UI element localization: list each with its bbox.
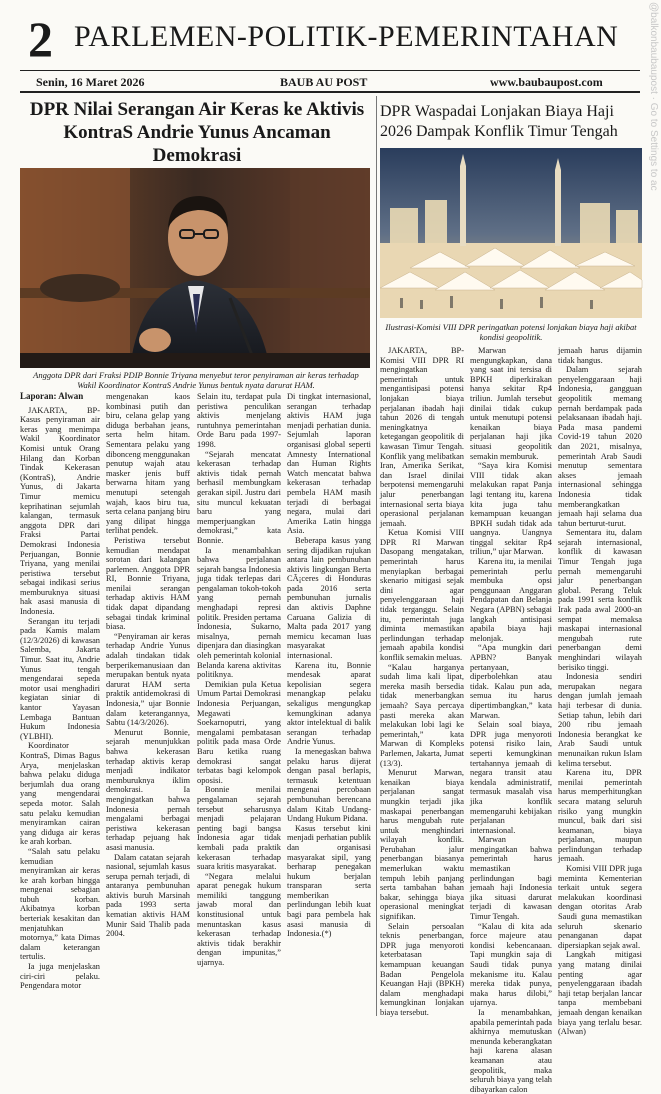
page-number: 2 <box>28 11 53 67</box>
right-article-column-3 <box>558 346 642 1037</box>
right-article-column-2 <box>470 346 552 1094</box>
paragraph: Indonesia sendiri merupakan negara dengan jumlah jemaah haji terbesar di dunia. Setiap tahun, lebih dari 200 ribu jemaah Indonesia berangkat ke Arab Saudi untuk menunaikan rukun Islam kelima tersebut. <box>558 672 642 768</box>
paragraph: “Sejarah mencatat kekerasan terhadap aktivis tidak pernah berhasil membungkam gerakan sipil. Justru dari situ muncul kekuatan baru yang memperjuangkan demokrasi,” kata Bonnie. <box>197 449 281 545</box>
left-photo-caption: Anggota DPR dari Fraksi PDIP Bonnie Triyana menyebut teror penyiraman air keras terhadap Wakil Koordinator KontraS Andrie Yunus bentuk nyata darurat HAM. <box>33 370 359 390</box>
paragraph: Selain soal biaya, DPR juga menyoroti potensi risiko lain, seperti kemungkinan tertahannya jemaah di negara transit atau kendala administratif, termasuk masalah visa jika konflik memengaruhi kebijakan perjalanan internasional. <box>470 720 552 835</box>
paragraph: Koordinator KontraS, Dimas Bagus Arya, menjelaskan bahwa pelaku diduga berjumlah dua orang yang mengendarai sepeda motor. Salah satu pelaku kemudian menyiramkan cairan yang diduga air keras ke arah korban. <box>20 741 100 847</box>
header-rule-bottom <box>20 91 640 93</box>
paragraph: Dalam sejarah penyelenggaraan haji Indonesia, gangguan geopolitik memang pernah berdampak pada pelaksanaan ibadah haji. Pada masa pandemi Covid-19 tahun 2020 dan 2021, misalnya, pemerintah Arab Saudi menutup sementara akses jemaah internasional sehingga Indonesia tidak memberangkatkan jemaah haji selama dua tahun berturut-turut. <box>558 365 642 528</box>
paragraph: Marwan mengingatkan bahwa pemerintah harus memastikan perlindungan bagi jemaah haji Indonesia jika situasi darurat terjadi di kawasan Timur Tengah. <box>470 835 552 922</box>
section-title: PARLEMEN-POLITIK-PEMERINTAHAN <box>74 20 619 53</box>
paragraph: Ia menambahkan bahwa perjalanan sejarah bangsa Indonesia juga tidak terlepas dari pengalaman tokoh-tokoh yang pernah menghadapi represi politik. Presiden pertama Indonesia, Sukarno, misalnya, pernah dipenjara dan diasingkan oleh pemerintah kolonial Belanda karena aktivitas politiknya. <box>197 545 281 680</box>
paragraph: Sementara itu, dalam sejarah internasional, konflik di kawasan Timur Tengah juga pernah memengaruhi jalur penerbangan global. Perang Teluk pada 1991 serta konflik Irak pada awal 2000-an sempat memaksa maskapai internasional mengubah rute penerbangan demi menghindari wilayah berisiko tinggi. <box>558 528 642 672</box>
paragraph: “Negara melalui aparat penegak hukum memiliki tanggung jawab moral dan konstitusional untuk menuntaskan kasus kekerasan terhadap aktivis tidak berakhir dengan impunitas,” ujarnya. <box>197 871 281 968</box>
paragraph: Karena itu, Bonnie mendesak aparat kepolisian segera menangkap pelaku sekaligus mengungkap kemungkinan adanya aktor intelektual di balik serangan terhadap Andrie Yunus. <box>287 660 371 747</box>
paragraph: Ketua Komisi VIII DPR RI Marwan Dasopang mengatakan, pemerintah harus menyiapkan berbagai skenario mitigasi sejak dini agar penyelenggaraan haji tidak terganggu. Selain itu, pemerintah juga diminta memastikan perlindungan terhadap jemaah apabila kondisi konflik semakin meluas. <box>380 528 464 662</box>
left-article-column-4 <box>287 392 371 1012</box>
header-rule-top <box>20 70 640 71</box>
paragraph: Di tingkat internasional, serangan terhadap aktivis HAM juga menjadi perhatian dunia. Sejumlah laporan organisasi global seperti Amnesty International dan Human Rights Watch mencatat bahwa kekerasan terhadap pembela HAM masih terjadi di berbagai negara, mulai dari Amerika Latin hingga Asia. <box>287 392 371 536</box>
paragraph: JAKARTA, BP-Komisi VIII DPR RI mengingatkan pemerintah untuk mengantisipasi potensi lonjakan biaya perjalanan ibadah haji tahun 2026 di tengah meningkatnya ketegangan geopolitik di kawasan Timur Tengah. Konflik yang melibatkan Iran, Amerika Serikat, dan Israel dinilai berpotensi memengaruhi jalur penerbangan internasional serta biaya operasional perjalanan jemaah. <box>380 346 464 528</box>
paragraph: Beberapa kasus yang sering dijadikan rujukan antara lain pembunuhan aktivis lingkungan Berta CÃ¡ceres di Honduras pada 2016 serta pembunuhan jurnalis dan aktivis Daphne Caruana Galizia di Malta pada 2017 yang memicu kecaman luas masyarakat internasional. <box>287 535 371 661</box>
paragraph: Menurut Marwan, kenaikan biaya perjalanan sangat mungkin terjadi jika maskapai penerbangan harus mengubah rute untuk menghindari wilayah konflik. Perubahan jalur penerbangan biasanya memerlukan waktu tempuh lebih panjang serta tambahan bahan bakar, sehingga biaya operasional meningkat signifikan. <box>380 768 464 922</box>
paragraph: Marwan mengungkapkan, dana yang saat ini tersisa di BPKH diperkirakan hanya sekitar Rp4 triliun. Jumlah tersebut dinilai tidak cukup untuk menutupi potensi kenaikan biaya perjalanan haji jika situasi geopolitik semakin memburuk. <box>470 346 552 461</box>
left-article-headline: DPR Nilai Serangan Air Keras ke Aktivis KontraS Andrie Yunus Ancaman Demokrasi <box>29 99 365 166</box>
paragraph: Karena itu, DPR menilai pemerintah harus memperhitungkan secara matang seluruh risiko yang mungkin muncul, baik dari sisi keamanan, biaya perjalanan, maupun perlindungan terhadap jemaah. <box>558 768 642 864</box>
mecca-night-photo-illustration <box>380 148 642 318</box>
paragraph: Ia menambahkan, apabila pemerintah pada akhirnya memutuskan menunda keberangkatan haji karena alasan keamanan atau geopolitik, maka seluruh biaya yang telah dibayarkan calon <box>470 1007 552 1094</box>
paragraph: mengenakan kaos kombinasi putih dan biru, celana gelap yang diduga berbahan jeans, serta helm hitam. Sementara pelaku yang dibonceng menggunakan penutup wajah atau masker jenis buff berwarna hitam yang menutupi setengah wajah, kaos biru tua, serta celana panjang biru yang dilipat hingga terlihat pendek. <box>106 392 190 536</box>
paragraph: Demikian pula Ketua Umum Partai Demokrasi Indonesia Perjuangan, Megawati Soekarnoputri, yang mengalami pembatasan politik pada masa Orde Baru ketika ruang demokrasi sangat terbatas bagi kelompok oposisi. <box>197 679 281 785</box>
reporter-byline: Laporan: Alwan <box>20 391 84 401</box>
paragraph: “Salah satu pelaku kemudian menyiramkan air keras ke arah korban hingga mengenai sebagian tubuh korban. Akibatnya korban berteriak kesakitan dan menjatuhkan motornya,” kata Dimas dalam keterangan tertulis. <box>20 846 100 962</box>
paragraph: “Kalau di kita ada force majeure atau kondisi kebencanaan. Tapi mungkin saja di Saudi tidak punya mekanisme itu. Kalau mereka tidak punya, maka harus dilobi,” ujarnya. <box>470 921 552 1008</box>
paragraph: jemaah harus dijamin tidak hangus. <box>558 346 642 365</box>
paragraph: Serangan itu terjadi pada Kamis malam (12/3/2026) di kawasan Salemba, Jakarta Timur. Saat itu, Andrie Yunus tengah mengendarai sepeda motor usai menghadiri kegiatan siniar di kantor Yayasan Lembaga Bantuan Hukum Indonesia (YLBHI). <box>20 616 100 741</box>
paragraph: Ia menegaskan bahwa pelaku harus dijerat dengan pasal berlapis, termasuk ketentuan mengenai percobaan pembunuhan berencana dalam Kitab Undang-Undang Hukum Pidana. <box>287 746 371 824</box>
right-article-headline: DPR Waspadai Lonjakan Biaya Haji 2026 Dampak Konflik Timur Tengah <box>380 103 618 140</box>
paragraph: JAKARTA, BP-Kasus penyiraman air keras yang menimpa Wakil Koordinator Komisi untuk Orang Hilang dan Korban Tindak Kekerasan (KontraS), Andrie Yunus, di Jakarta Timur memicu keprihatinan sejumlah kalangan, termasuk anggota DPR dari Fraksi Partai Demokrasi Indonesia Perjuangan, Bonnie Triyana, yang menilai peristiwa tersebut sebagai indikasi serius memburuknya situasi hak asasi manusia di Indonesia. <box>20 405 100 617</box>
politician-photo-illustration <box>20 168 370 368</box>
paragraph: Selain itu, terdapat pula peristiwa penculikan aktivis menjelang runtuhnya pemerintahan Orde Baru pada 1997-1998. <box>197 392 281 449</box>
left-article-photo <box>20 168 370 368</box>
paragraph: Selain persoalan teknis penerbangan, DPR juga menyoroti keterbatasan kemampuan keuangan Badan Pengelola Keuangan Haji (BPKH) dalam menghadapi kemungkinan lonjakan biaya tersebut. <box>380 921 464 1017</box>
paragraph: “Kalau harganya sudah lima kali lipat, mereka masih bersedia tidak menerbangkan jemaah? Saya percaya pasti mereka akan melakukan lobi lagi ke pemerintah,” kata Marwan di Kompleks Parlemen, Jakarta, Jumat (13/3). <box>380 662 464 768</box>
left-article-column-2 <box>106 392 190 1012</box>
right-photo-caption: Ilustrasi-Komisi VIII DPR peringatkan potensi lonjakan biaya haji akibat kondisi geopolitik. <box>385 322 637 342</box>
left-article-column-3 <box>197 392 281 1012</box>
paragraph: Ia juga menjelaskan ciri-ciri pelaku. Pengendara motor <box>20 962 100 991</box>
right-article-column-1 <box>380 346 464 1016</box>
issue-date: Senin, 16 Maret 2026 <box>36 75 145 89</box>
left-article-column-1 <box>20 392 100 1012</box>
paragraph: Komisi VIII DPR juga meminta Kementerian terkait untuk segera melakukan koordinasi dengan otoritas Arab Saudi guna memastikan seluruh skenario penanganan dapat dipersiapkan sejak awal. <box>558 864 642 950</box>
paragraph: Karena itu, ia menilai pemerintah perlu membuka opsi penggunaan Anggaran Pendapatan dan Belanja Negara (APBN) sebagai langkah antisipasi apabila biaya haji melonjak. <box>470 557 552 643</box>
paragraph: “Penyiraman air keras terhadap Andrie Yunus adalah tindakan tidak berperikemanusiaan dan merupakan bentuk nyata darurat HAM serta praktik antidemokrasi di Indonesia,” ujar Bonnie dalam keterangannya, Sabtu (14/3/2026). <box>106 631 190 728</box>
paragraph: Bonnie menilai pengalaman sejarah tersebut seharusnya menjadi pelajaran penting bagi bangsa Indonesia agar tidak kembali pada praktik kekerasan terhadap suara kritis masyarakat. <box>197 785 281 872</box>
side-watermark-text: @balkonbaubaupost · Go to Settings to ac <box>648 2 659 191</box>
paragraph: Langkah mitigasi yang matang dinilai penting agar penyelenggaraan ibadah haji tetap berjalan lancar tanpa membebani jemaah dengan kenaikan biaya yang terlalu besar.(Alwan) <box>558 950 642 1037</box>
paper-name: BAUB AU POST <box>280 75 368 89</box>
paragraph: Kasus tersebut kini menjadi perhatian publik dan organisasi masyarakat sipil, yang berharap penegakan hukum berjalan transparan serta memberikan perlindungan lebih kuat bagi para pembela hak asasi manusia di Indonesia.(*) <box>287 823 371 939</box>
right-article-photo <box>380 148 642 318</box>
paragraph: “Saya kira Komisi VIII tidak akan melakukan rapat Panja lagi tentang itu, karena kita juga tahu kemampuan keuangan BPKH sudah tidak ada uangnya. Uangnya tinggal sekitar Rp4 triliun,” ujar Marwan. <box>470 461 552 557</box>
paragraph: Peristiwa tersebut kemudian mendapat sorotan dari kalangan parlemen. Anggota DPR RI, Bonnie Triyana, menilai serangan terhadap aktivis HAM tidak dapat dipandang sebagai tindak kriminal biasa. <box>106 535 190 632</box>
column-divider <box>376 96 377 1016</box>
paragraph: Menurut Bonnie, sejarah menunjukkan bahwa kekerasan terhadap aktivis kerap menjadi indikator memburuknya iklim demokrasi. Ia mengingatkan bahwa Indonesia pernah mengalami berbagai peristiwa kekerasan terhadap pejuang hak asasi manusia. <box>106 727 190 852</box>
website-link[interactable]: www.baubaupost.com <box>490 75 603 89</box>
paragraph: Dalam catatan sejarah nasional, sejumlah kasus serupa pernah terjadi, di antaranya pembunuhan aktivis buruh Marsinah pada 1993 serta kematian aktivis HAM Munir Said Thalib pada 2004. <box>106 852 190 939</box>
paragraph: “Apa mungkin dari APBN? Banyak pertanyaan, diperbolehkan atau tidak. Kalau pun ada, semua itu harus dipertimbangkan,” kata Marwan. <box>470 643 552 720</box>
